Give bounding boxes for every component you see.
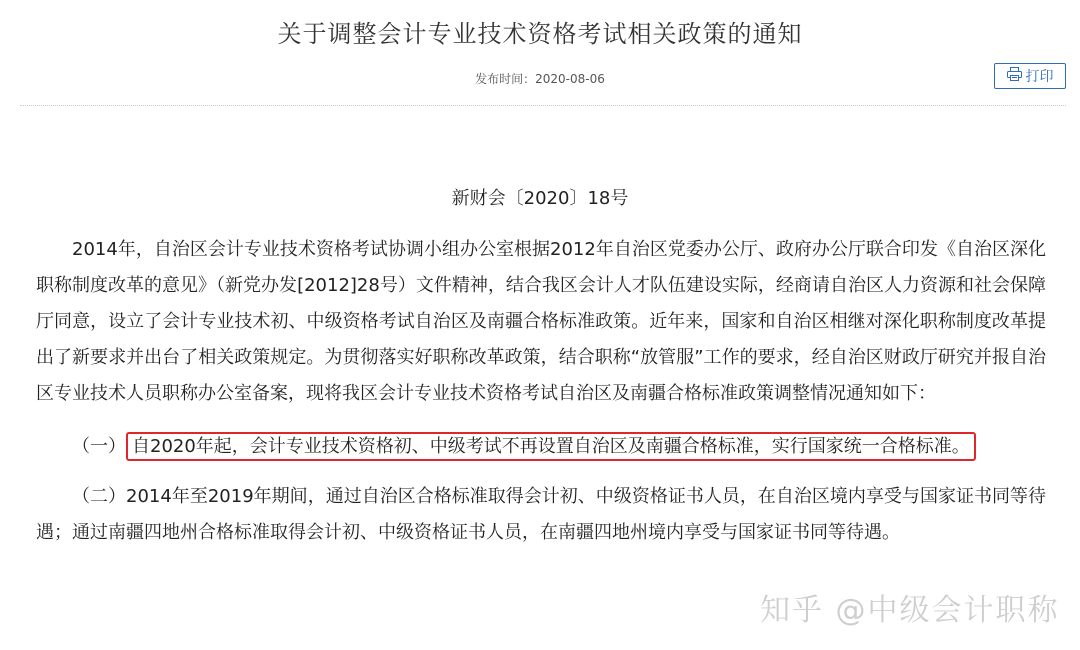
publish-date: 发布时间：2020-08-06 bbox=[475, 72, 605, 86]
article-body bbox=[36, 232, 1046, 551]
printer-icon bbox=[1007, 67, 1022, 85]
paragraph-item-1 bbox=[36, 429, 1046, 465]
header-divider bbox=[20, 105, 1066, 106]
page-title: 关于调整会计专业技术资格考试相关政策的通知 bbox=[277, 20, 803, 48]
paragraph-intro: 2014年，自治区会计专业技术资格考试协调小组办公室根据2012年自治区党委办公厅、政府办公厅联合印发《自治区深化职称制度改革的意见》（新党办发[2012]28号）文件精神，结合我区会计人才队伍建设实际，经商请自治区人力资源和社会保障厅同意，设立了会计专业技术初、中级资格考试自治区及南疆合格标准政策。近年来，国家和自治区相继对深化职称制度改革提出了新要求并出台了相关政策规定。为贯彻落实好职称改革政策，结合职称“放管服”工作的要求，经自治区财政厅研究并报自治区专业技术人员职称办公室备案，现将我区会计专业技术资格考试自治区及南疆合格标准政策调整情况通知如下： bbox=[36, 239, 1046, 404]
watermark: 知乎 @中级会计职称 bbox=[760, 593, 1060, 628]
highlighted-text: 自2020年起，会计专业技术资格初、中级考试不再设置自治区及南疆合格标准，实行国家统一合格标准。 bbox=[126, 432, 976, 461]
print-label: 打印 bbox=[1025, 69, 1054, 85]
document-number: 新财会〔2020〕18号 bbox=[451, 188, 629, 209]
paragraph-item-2: （二）2014年至2019年期间，通过自治区合格标准取得会计初、中级资格证书人员，在自治区境内享受与国家证书同等待遇；通过南疆四地州合格标准取得会计初、中级资格证书人员，在南疆四地州境内享受与国家证书同等待遇。 bbox=[36, 486, 1046, 543]
item-1-prefix: （一） bbox=[72, 436, 126, 457]
print-button[interactable] bbox=[994, 63, 1066, 89]
